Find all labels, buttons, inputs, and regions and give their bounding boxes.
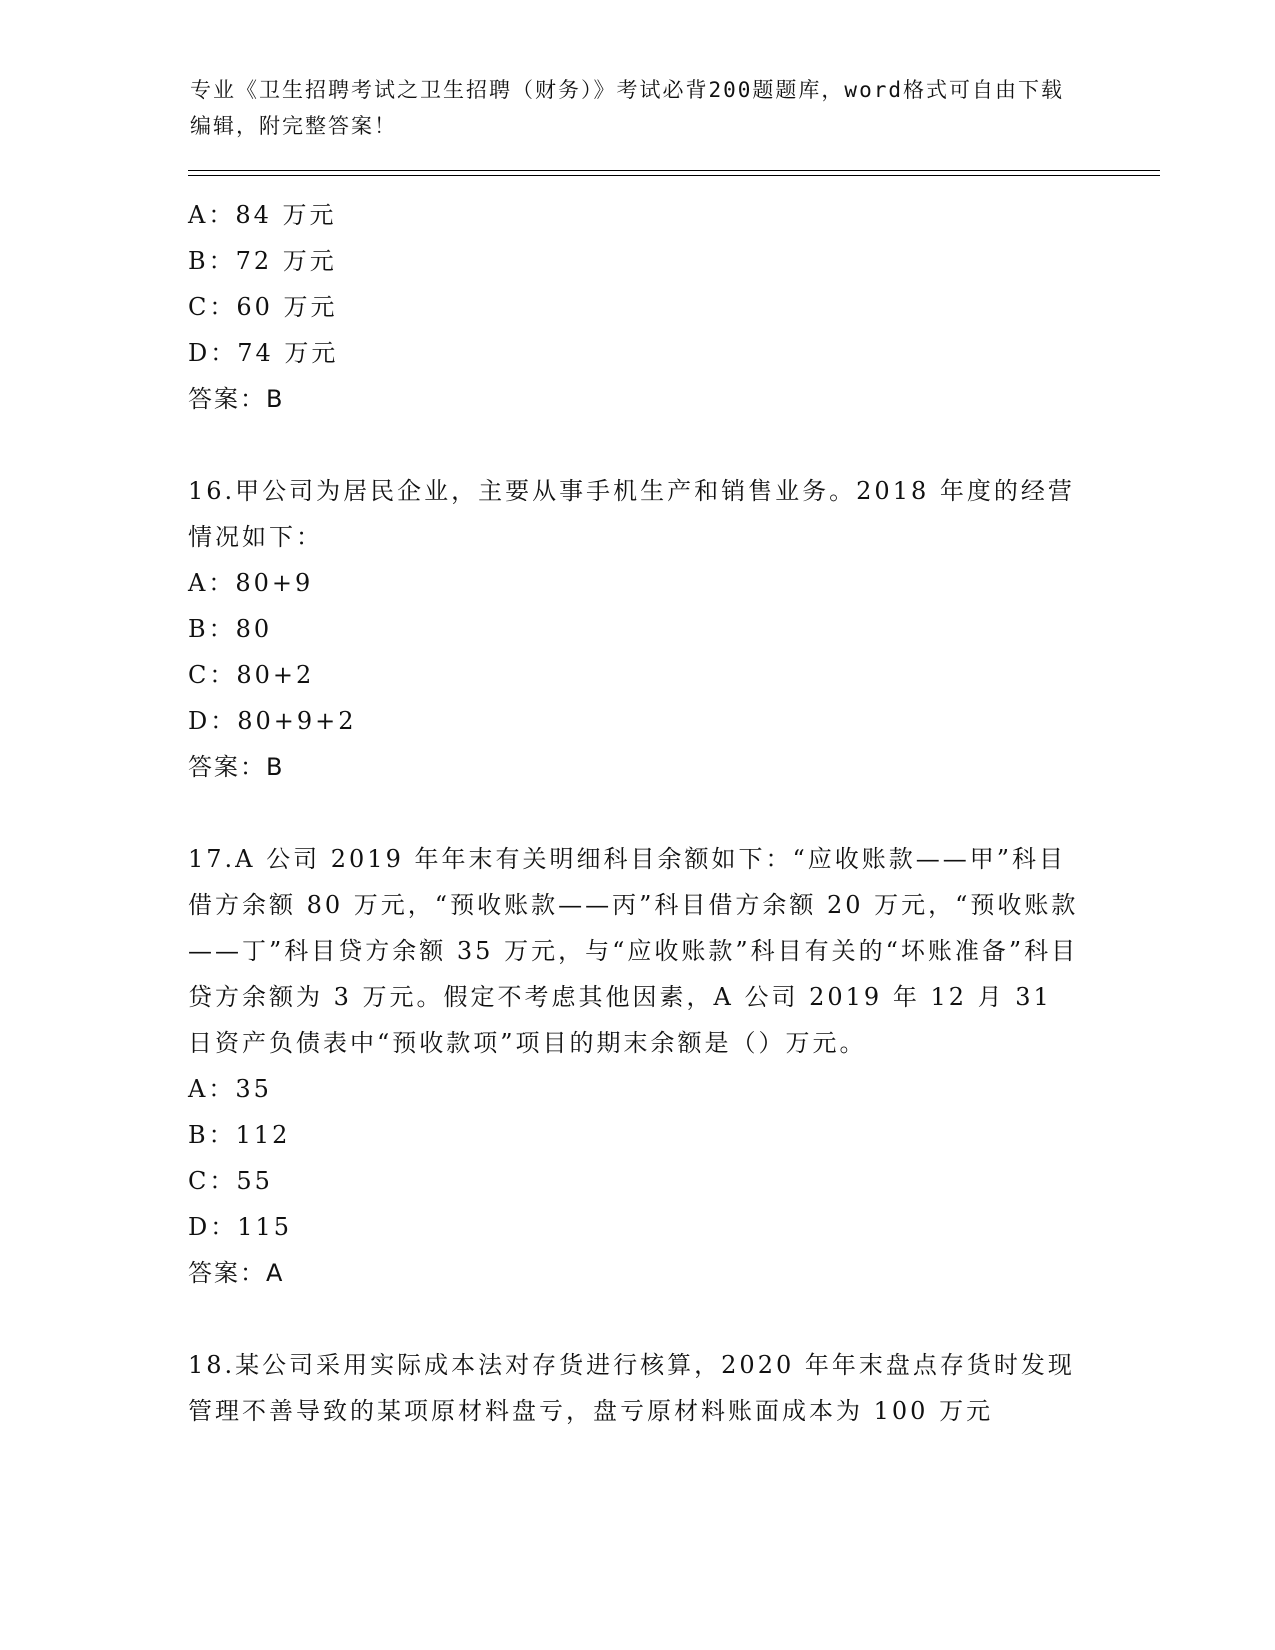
option-d: D：80+9+2 [188, 707, 357, 735]
option-d: D：74 万元 [188, 339, 339, 367]
option-c: C：60 万元 [188, 293, 338, 321]
question-content [188, 192, 1088, 1434]
option-c: C：80+2 [188, 661, 315, 689]
option-d: D：115 [188, 1213, 293, 1241]
option-c: C：55 [188, 1167, 273, 1195]
question-text: 17.A 公司 2019 年年末有关明细科目余额如下：“应收账款——甲”科目借方余额 80 万元，“预收账款——丙”科目借方余额 20 万元，“预收账款——丁”科目贷方余额 35 万元，与“应收账款”科目有关的“坏账准备”科目贷方余额为 3 万元。假定不考虑其他因素，A 公司 2019 年 12 月 31 日资产负债表中“预收款项”项目的期末余额是（）万元。 [188, 845, 1079, 1057]
document-header: 专业《卫生招聘考试之卫生招聘（财务）》考试必背200题题库，word格式可自由下载编辑，附完整答案！ [190, 78, 1064, 138]
option-a: A：80+9 [188, 569, 314, 597]
option-b: B：72 万元 [188, 247, 337, 275]
answer: 答案：A [188, 1259, 285, 1287]
option-a: A：35 [188, 1075, 272, 1103]
header-rule-bottom [188, 175, 1160, 176]
question-16 [188, 468, 1088, 790]
question-18 [188, 1342, 1088, 1434]
header-rule-top [188, 170, 1160, 171]
question-text: 16.甲公司为居民企业，主要从事手机生产和销售业务。2018 年度的经营情况如下： [188, 477, 1075, 551]
option-a: A：84 万元 [188, 201, 337, 229]
option-b: B：80 [188, 615, 273, 643]
question-17 [188, 836, 1088, 1296]
answer: 答案：B [188, 385, 285, 413]
partial-question [188, 192, 1088, 422]
option-b: B：112 [188, 1121, 291, 1149]
answer: 答案：B [188, 753, 285, 781]
question-text: 18.某公司采用实际成本法对存货进行核算，2020 年年末盘点存货时发现管理不善导致的某项原材料盘亏，盘亏原材料账面成本为 100 万元 [188, 1351, 1075, 1425]
